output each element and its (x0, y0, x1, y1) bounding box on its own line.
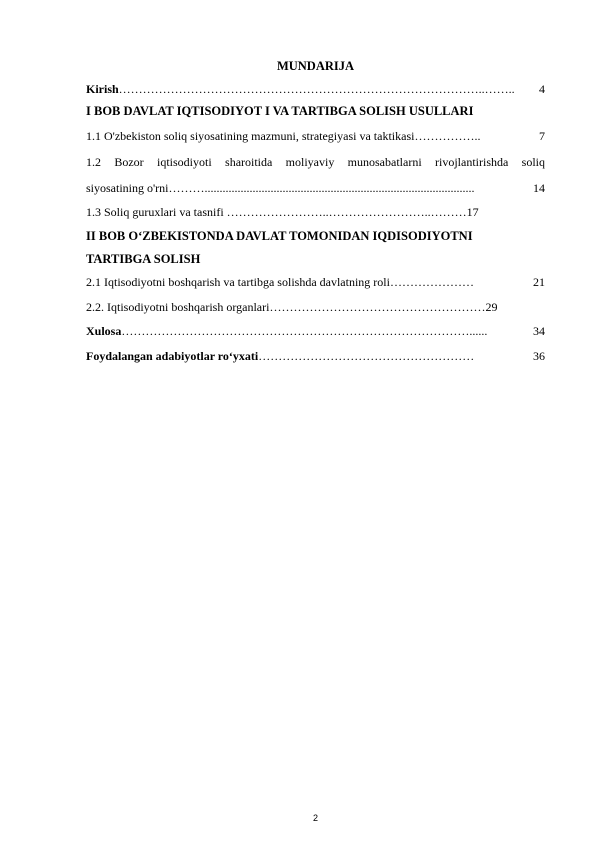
toc-entry-label: Kirish (86, 82, 119, 96)
page-number: 2 (312, 813, 318, 823)
toc-entry-label: 2.1 Iqtisodiyotni boshqarish va tartibga solishda davlatning roli (86, 275, 390, 289)
toc-entry-1-2 (86, 180, 545, 196)
toc-leader-dots: ………………………………………………………………………………..…….. (118, 82, 515, 96)
toc-page-number: 4 (539, 82, 545, 96)
toc-entry-1-2-line1: 1.2 Bozor iqtisodiyoti sharoitida moliyaviy munosabatlarni rivojlantirishda soliq (86, 155, 545, 169)
toc-leader-dots: ……………………..……………………..……… (223, 205, 467, 219)
toc-leader-dots: ………………… (389, 275, 474, 289)
toc-leader-dots: ……………………………………………… (269, 300, 486, 314)
toc-entry-label: 1.1 O'zbekiston soliq siyosatining mazmuni, strategiyasi va taktikasi (86, 129, 415, 143)
toc-entry-label: 1.3 Soliq guruxlari va tasnifi (86, 205, 224, 219)
toc-chapter-1-heading: I BOB DAVLAT IQTISODIYOT I VA TARTIBGA SOLISH USULLARI (86, 104, 474, 118)
toc-entry-references (86, 348, 545, 364)
toc-entry-label: Xulosa (86, 324, 122, 338)
toc-chapter-2-heading-line2: TARTIBGA SOLISH (86, 252, 201, 266)
toc-page-number: 29 (485, 300, 498, 314)
toc-title: MUNDARIJA (276, 59, 355, 73)
toc-page-number: 21 (533, 275, 545, 289)
toc-leader-dots: ……………………………………………………………………………...... (121, 324, 488, 338)
toc-entry-label: 2.2. Iqtisodiyotni boshqarish organlari (86, 300, 270, 314)
toc-chapter-2-heading-line1: II BOB O‘ZBEKISTONDA DAVLAT TOMONIDAN IQDISODIYOTNI (86, 229, 473, 243)
toc-page-number: 34 (533, 324, 545, 338)
toc-page-number: 36 (533, 349, 545, 363)
toc-page-number: 7 (539, 129, 545, 143)
toc-entry-2-2 (86, 299, 545, 315)
toc-leader-dots: …………….. (414, 129, 481, 143)
toc-entry-label: Foydalangan adabiyotlar ro‘yxati (86, 349, 259, 363)
toc-entry-2-1 (86, 274, 545, 290)
toc-leader-dots: ……………………………………………… (258, 349, 475, 363)
toc-entry-label: siyosatining o'rni (86, 181, 169, 195)
toc-entry-kirish (86, 81, 545, 97)
toc-page-number: 14 (533, 181, 545, 195)
toc-entry-xulosa (86, 323, 545, 339)
toc-entry-1-3 (86, 204, 545, 220)
toc-leader-dots: ……….......................................................................................... (168, 181, 475, 195)
toc-entry-1-1 (86, 128, 545, 144)
toc-page-number: 17 (466, 205, 479, 219)
